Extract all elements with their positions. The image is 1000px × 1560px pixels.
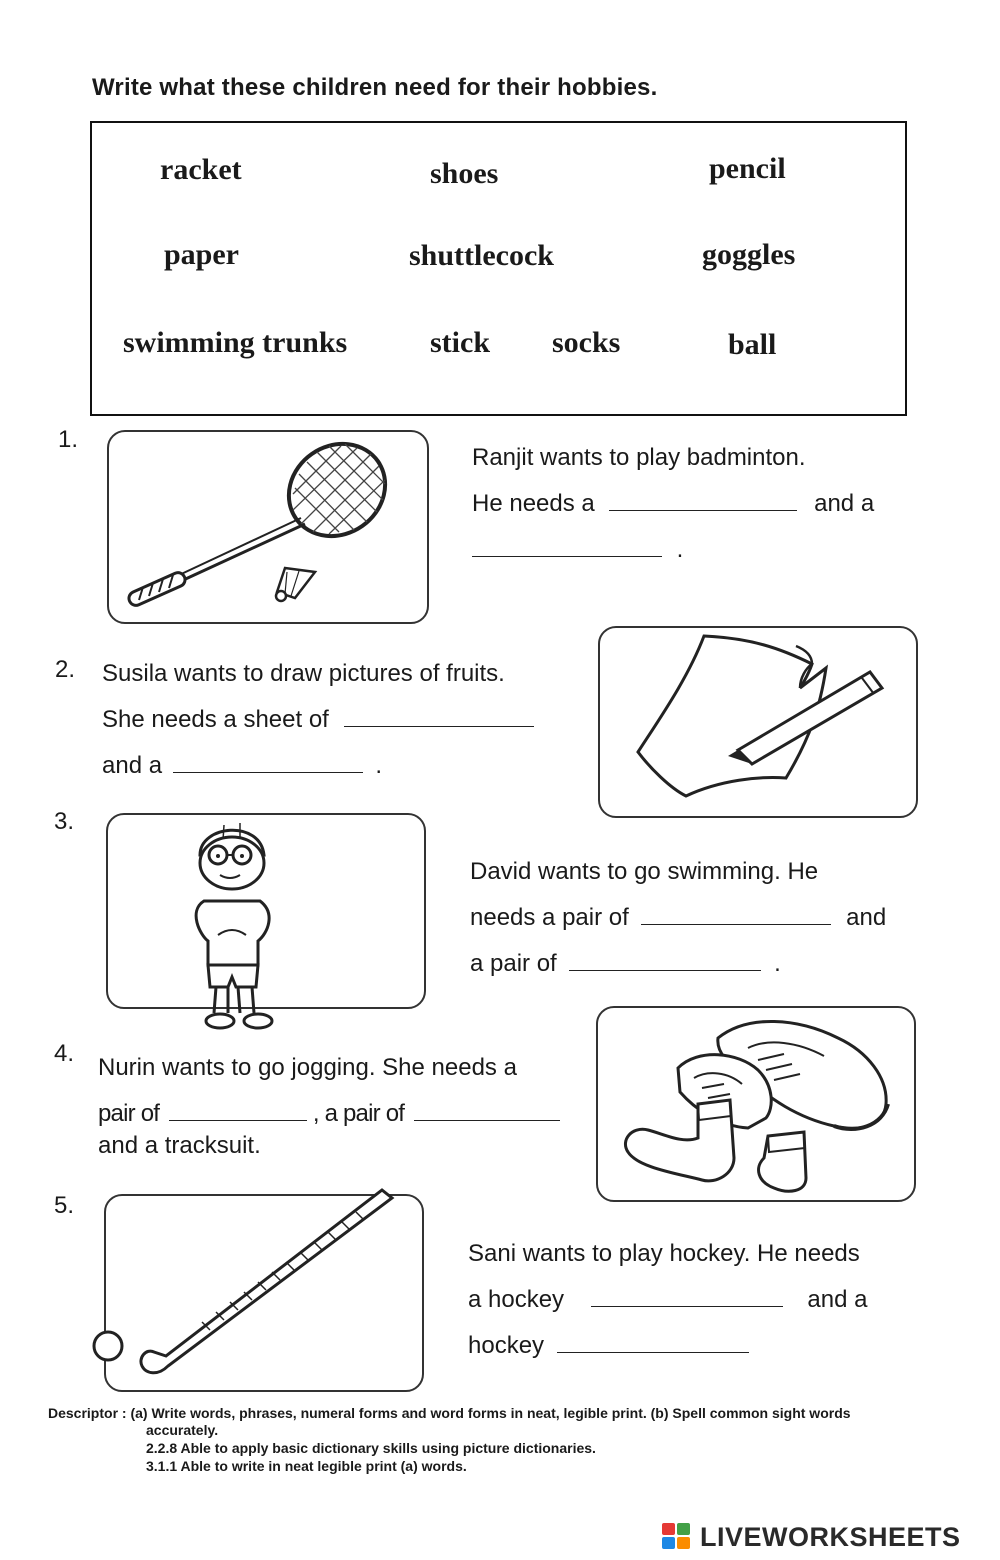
question-3-line-2 [470, 904, 886, 932]
word-goggles: goggles [702, 238, 796, 271]
word-paper: paper [164, 238, 239, 271]
question-1-number: 1. [58, 426, 79, 453]
question-5-number: 5. [54, 1192, 75, 1219]
question-3-period: . [774, 950, 781, 977]
question-5-text-b: and a [807, 1286, 868, 1313]
word-ball: ball [728, 328, 777, 361]
question-3-text-b: and [846, 904, 887, 931]
question-5-line-2 [468, 1286, 867, 1314]
question-3-text-a: needs a pair of [470, 904, 629, 931]
question-2-line-2 [102, 706, 534, 734]
paper-pencil-icon [600, 628, 916, 816]
question-3-number: 3. [54, 808, 75, 835]
question-5-text-c: hockey [468, 1332, 545, 1359]
question-4-line-1: Nurin wants to go jogging. She needs a [98, 1054, 517, 1081]
question-1-text-a: He needs a [472, 490, 595, 517]
question-5-text-a: a hockey [468, 1286, 565, 1313]
liveworksheets-brand[interactable]: LIVEWORKSHEETS [700, 1522, 961, 1552]
swimmer-boy-icon [108, 815, 424, 1035]
question-1-answer-2[interactable] [472, 555, 662, 557]
word-stick: stick [430, 326, 490, 359]
question-4-line-2 [98, 1100, 560, 1128]
question-4-answer-1[interactable] [169, 1119, 307, 1121]
question-5-line-3 [468, 1332, 749, 1360]
word-socks: socks [552, 326, 621, 359]
question-3-answer-2[interactable] [569, 969, 761, 971]
question-2-text-b: and a [102, 752, 163, 779]
question-4-answer-2[interactable] [414, 1119, 560, 1121]
question-1-line-3 [472, 536, 683, 564]
swimming-picture [106, 813, 426, 1009]
question-4-number: 4. [54, 1040, 75, 1067]
descriptor-line-2: accurately. [146, 1422, 219, 1438]
question-2-line-1: Susila wants to draw pictures of fruits. [102, 660, 505, 687]
descriptor-line-4: 3.1.1 Able to write in neat legible print (a) words. [146, 1458, 467, 1474]
descriptor-line-3: 2.2.8 Able to apply basic dictionary skills using picture dictionaries. [146, 1440, 596, 1456]
question-4-text-a: pair of [98, 1100, 160, 1127]
question-1-line-1: Ranjit wants to play badminton. [472, 444, 806, 471]
word-swimming-trunks: swimming trunks [123, 326, 348, 359]
question-1-answer-1[interactable] [609, 509, 797, 511]
question-1-period: . [676, 536, 684, 563]
question-5-answer-2[interactable] [557, 1351, 749, 1353]
question-2-period: . [375, 752, 383, 779]
question-2-answer-1[interactable] [344, 725, 534, 727]
worksheet-title: Write what these children need for their hobbies. [92, 74, 658, 101]
paper-pencil-picture [598, 626, 918, 818]
question-5-line-1: Sani wants to play hockey. He needs [468, 1240, 860, 1267]
badminton-picture [107, 430, 429, 624]
question-3-line-3 [470, 950, 781, 978]
liveworksheets-logo-icon [662, 1523, 692, 1551]
question-5-answer-1[interactable] [591, 1305, 783, 1307]
hockey-picture [104, 1194, 424, 1392]
question-3-text-c: a pair of [470, 950, 557, 977]
word-shoes: shoes [430, 157, 499, 190]
question-2-answer-2[interactable] [173, 771, 363, 773]
question-2-text-a: She needs a sheet of [102, 706, 329, 733]
question-4-text-b: , a pair of [312, 1100, 405, 1127]
question-4-line-3: and a tracksuit. [98, 1132, 261, 1159]
hockey-stick-ball-icon [106, 1196, 422, 1390]
question-1-text-b: and a [814, 490, 875, 517]
question-3-answer-1[interactable] [641, 923, 831, 925]
question-2-line-3 [102, 752, 382, 780]
word-shuttlecock: shuttlecock [409, 239, 554, 272]
word-pencil: pencil [709, 152, 786, 185]
shoes-socks-picture [596, 1006, 916, 1202]
word-racket: racket [160, 153, 242, 186]
question-1-line-2 [472, 490, 874, 518]
descriptor-line-1: Descriptor : (a) Write words, phrases, numeral forms and word forms in neat, legible print. (b) Spell common sight words [48, 1405, 851, 1421]
shoes-socks-icon [598, 1008, 914, 1200]
question-2-number: 2. [55, 656, 76, 683]
racket-shuttlecock-icon [109, 432, 427, 622]
question-3-line-1: David wants to go swimming. He [470, 858, 819, 885]
